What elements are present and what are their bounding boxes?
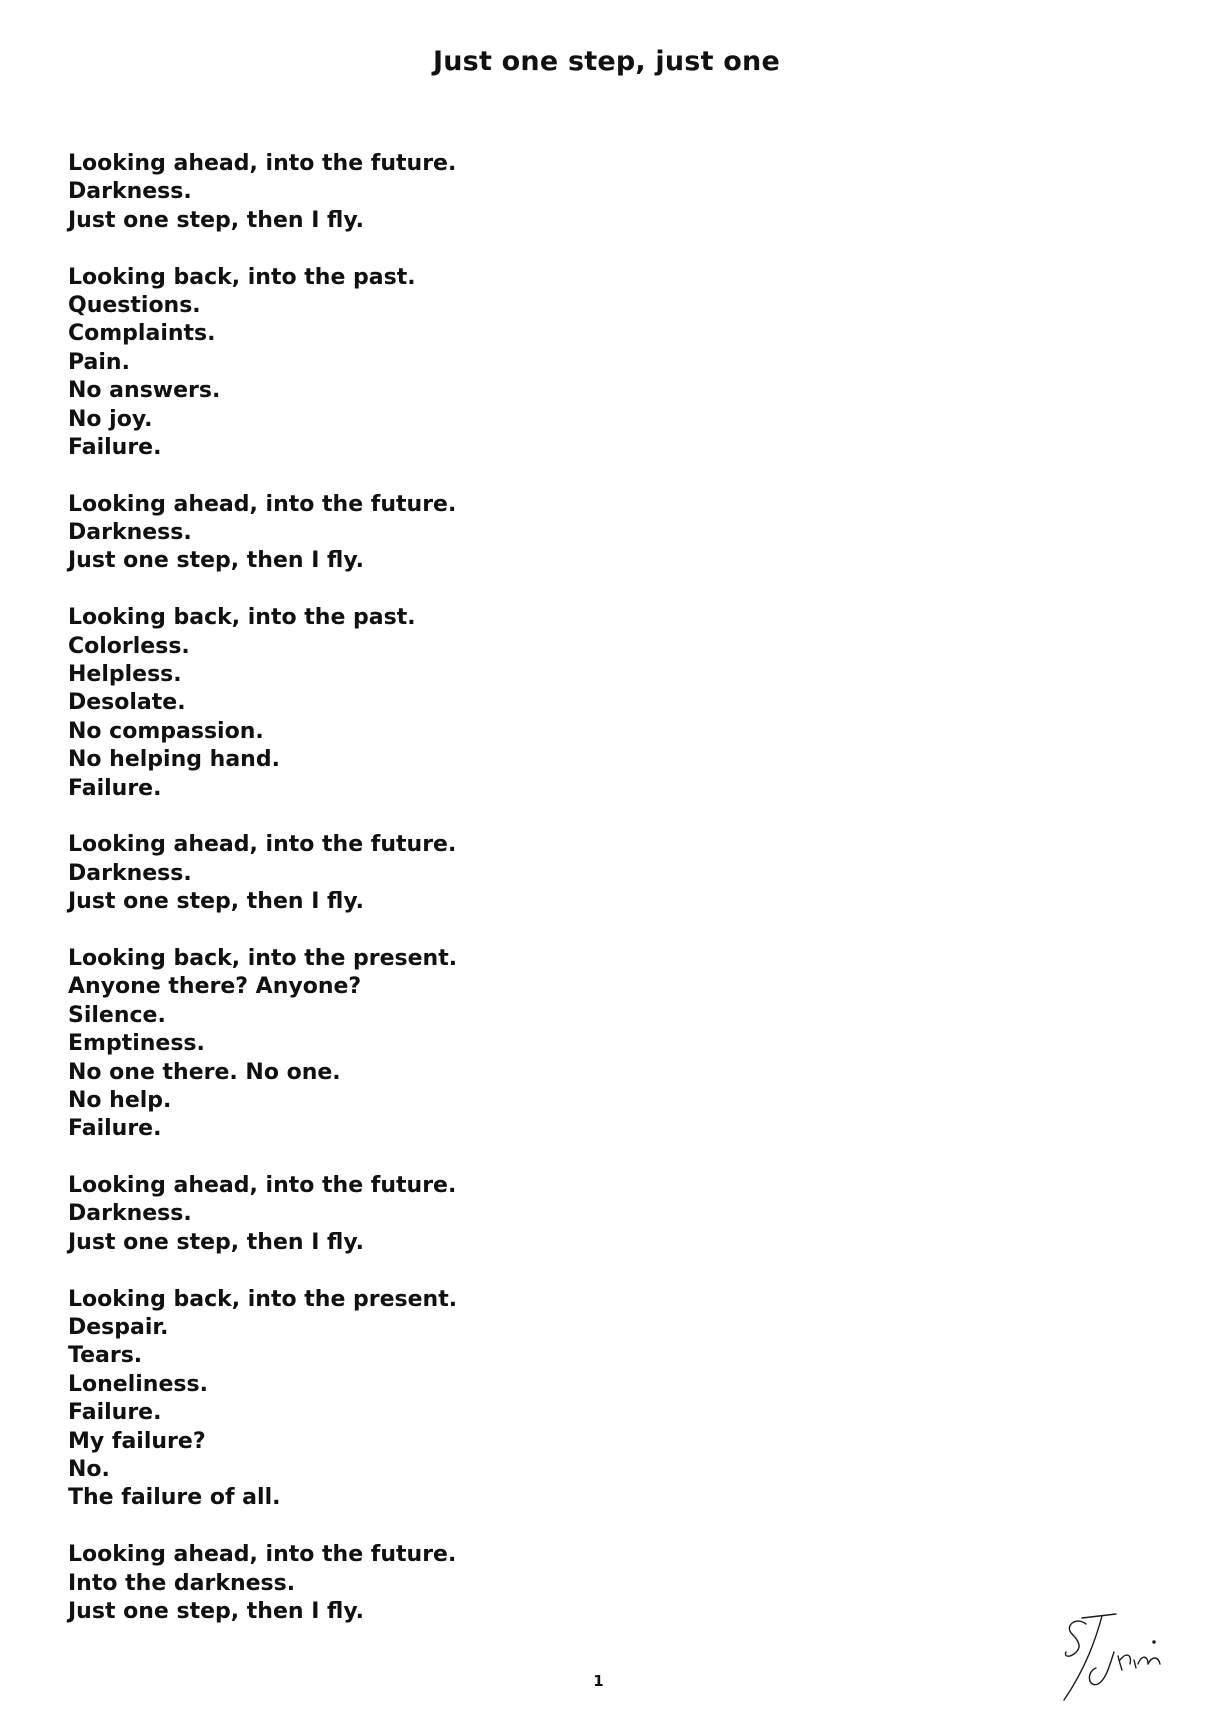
stanza-2: [68, 264, 768, 463]
poem-line: Darkness.: [68, 860, 192, 886]
poem-line: Questions.: [68, 292, 201, 318]
poem-line: Looking ahead, into the future.: [68, 1542, 457, 1568]
poem-line: Failure.: [68, 1116, 162, 1142]
poem-line: No helping hand.: [68, 747, 280, 773]
poem-line: Emptiness.: [68, 1031, 205, 1057]
poem-line: The failure of all.: [68, 1485, 281, 1511]
poem-line: My failure?: [68, 1428, 206, 1454]
poem-line: Looking back, into the past.: [68, 264, 416, 290]
page-title: Just one step, just one: [433, 46, 780, 77]
poem-line: Failure.: [68, 775, 162, 801]
poem-line: Anyone there? Anyone?: [68, 974, 362, 1000]
poem-line: Silence.: [68, 1002, 166, 1028]
poem-line: Looking back, into the present.: [68, 945, 458, 971]
page-number: 1: [593, 1672, 604, 1690]
poem-body: [68, 150, 768, 1655]
stanza-7: [68, 1172, 768, 1257]
poem-line: Looking back, into the present.: [68, 1286, 458, 1312]
stanza-8: [68, 1286, 768, 1513]
poem-line: Helpless.: [68, 662, 182, 688]
poem-line: Looking ahead, into the future.: [68, 151, 457, 176]
poem-line: Just one step, then I fly.: [68, 1229, 365, 1255]
poem-line: Just one step, then I fly.: [68, 548, 365, 574]
poem-line: No help.: [68, 1087, 172, 1113]
stanza-4: [68, 604, 768, 803]
poem-line: Failure.: [68, 434, 162, 460]
poem-line: Looking back, into the past.: [68, 605, 416, 631]
poem-line: No compassion.: [68, 718, 264, 744]
poem-line: Looking ahead, into the future.: [68, 1173, 457, 1199]
poem-line: Despair.: [68, 1315, 169, 1341]
poem-line: Looking ahead, into the future.: [68, 491, 457, 517]
poem-line: No answers.: [68, 378, 221, 404]
stanza-9: [68, 1541, 768, 1626]
poem-line: Darkness.: [68, 179, 192, 205]
poem-line: Looking ahead, into the future.: [68, 832, 457, 858]
stanza-6: [68, 945, 768, 1144]
stanza-3: [68, 491, 768, 576]
poem-line: Just one step, then I fly.: [68, 207, 365, 233]
poem-line: Into the darkness.: [68, 1570, 296, 1596]
poem-line: Tears.: [68, 1343, 143, 1369]
handwritten-signature-icon: [1056, 1608, 1186, 1708]
stanza-5: [68, 831, 768, 916]
poem-line: Darkness.: [68, 520, 192, 546]
poem-line: Loneliness.: [68, 1371, 208, 1397]
poem-line: Pain.: [68, 349, 130, 375]
poem-line: Just one step, then I fly.: [68, 889, 365, 915]
poem-line: Darkness.: [68, 1201, 192, 1227]
poem-line: Colorless.: [68, 633, 190, 659]
poem-line: No one there. No one.: [68, 1059, 341, 1085]
poem-line: Complaints.: [68, 321, 216, 347]
poem-line: No joy.: [68, 406, 153, 432]
stanza-1: [68, 150, 768, 235]
poem-line: Just one step, then I fly.: [68, 1598, 365, 1624]
poem-line: Desolate.: [68, 690, 186, 716]
poem-line: Failure.: [68, 1400, 162, 1426]
poem-line: No.: [68, 1456, 110, 1482]
